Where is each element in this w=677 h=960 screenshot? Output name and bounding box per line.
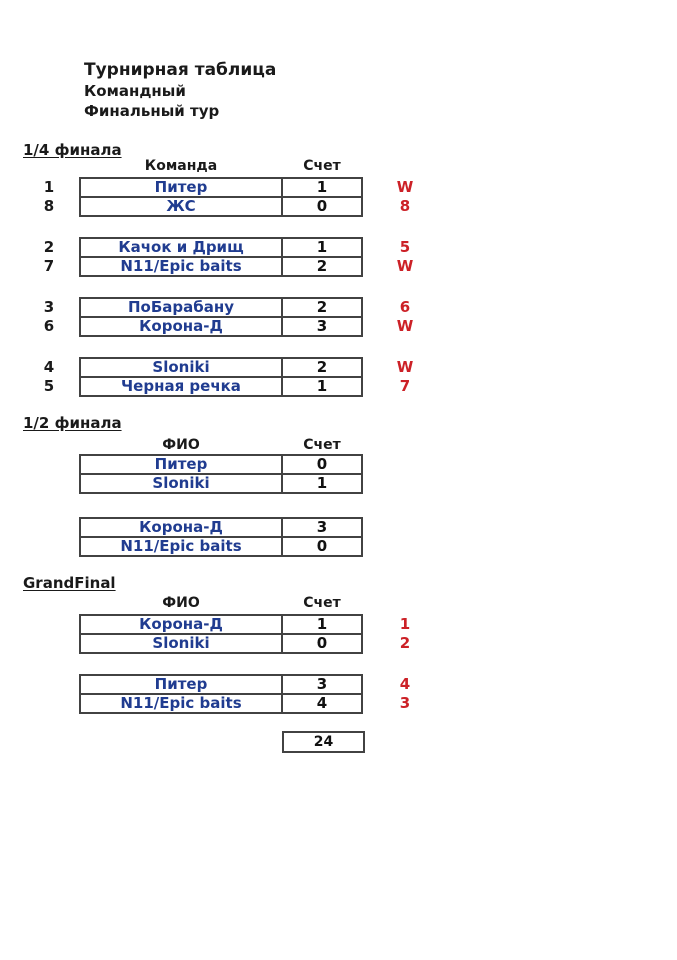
match-row — [81, 693, 361, 712]
seed-column — [38, 357, 60, 397]
team-score: 1 — [281, 179, 361, 196]
column-header-team: ФИО — [162, 437, 200, 453]
team-name: N11/Epic baits — [120, 695, 242, 712]
team-name: Sloniki — [152, 359, 210, 376]
seed-number: 4 — [43, 358, 55, 376]
team-score: 3 — [281, 676, 361, 693]
seed-number: 3 — [43, 298, 55, 316]
match-table — [79, 614, 363, 654]
team-name: Питер — [154, 676, 208, 693]
result-mark: 7 — [399, 377, 411, 395]
team-name: N11/Epic baits — [120, 258, 242, 275]
section-heading-quarterfinals: 1/4 финала — [23, 141, 122, 159]
result-column — [383, 237, 427, 277]
match-row — [81, 179, 361, 196]
team-name: Корона-Д — [139, 616, 223, 633]
result-mark: W — [396, 178, 414, 196]
total-cell: 24 — [282, 731, 365, 753]
result-mark: W — [396, 257, 414, 275]
team-name: ПоБарабану — [127, 299, 234, 316]
team-score: 1 — [281, 239, 361, 256]
result-mark: 6 — [399, 298, 411, 316]
placement-number: 4 — [399, 675, 411, 693]
match-row — [81, 616, 361, 633]
match-row — [81, 456, 361, 473]
team-name: Корона-Д — [139, 318, 223, 335]
placement-column — [383, 674, 427, 714]
match-table — [79, 517, 363, 557]
seed-number: 1 — [43, 178, 55, 196]
match-row — [81, 519, 361, 536]
tournament-type-label: Командный — [84, 82, 186, 100]
team-name: ЖС — [166, 198, 196, 215]
result-mark: 5 — [399, 238, 411, 256]
result-column — [383, 297, 427, 337]
match-row — [81, 473, 361, 492]
team-name: Питер — [154, 179, 208, 196]
team-score: 0 — [281, 635, 361, 652]
section-heading-semifinals: 1/2 финала — [23, 414, 122, 432]
tournament-round-label: Финальный тур — [84, 102, 220, 120]
placement-column — [383, 614, 427, 654]
team-score: 1 — [281, 616, 361, 633]
page-title: Турнирная таблица — [84, 60, 277, 80]
result-column — [383, 177, 427, 217]
seed-number: 2 — [43, 238, 55, 256]
result-mark: 8 — [399, 197, 411, 215]
placement-number: 3 — [399, 694, 411, 712]
match-row — [81, 676, 361, 693]
team-name: Черная речка — [121, 378, 241, 395]
match-table — [79, 674, 363, 714]
team-score: 1 — [281, 378, 361, 395]
team-score: 0 — [281, 456, 361, 473]
match-row — [81, 376, 361, 395]
match-row — [81, 633, 361, 652]
team-score: 2 — [281, 299, 361, 316]
match-row — [81, 359, 361, 376]
match-table — [79, 357, 363, 397]
team-name: Sloniki — [152, 635, 210, 652]
result-mark: W — [396, 358, 414, 376]
seed-column — [38, 297, 60, 337]
match-row — [81, 316, 361, 335]
column-header-score: Счет — [303, 158, 341, 174]
seed-number: 5 — [43, 377, 55, 395]
placement-number: 2 — [399, 634, 411, 652]
match-table — [79, 297, 363, 337]
column-header-score: Счет — [303, 595, 341, 611]
section-heading-grandfinal: GrandFinal — [23, 574, 116, 592]
seed-number: 7 — [43, 257, 55, 275]
seed-column — [38, 177, 60, 217]
match-row — [81, 299, 361, 316]
team-score: 3 — [281, 519, 361, 536]
match-table — [79, 177, 363, 217]
placement-number: 1 — [399, 615, 411, 633]
team-name: Качок и Дрищ — [118, 239, 244, 256]
team-score: 0 — [281, 198, 361, 215]
team-score: 0 — [281, 538, 361, 555]
team-score: 3 — [281, 318, 361, 335]
seed-number: 8 — [43, 197, 55, 215]
column-header-team: ФИО — [162, 595, 200, 611]
match-row — [81, 536, 361, 555]
result-mark: W — [396, 317, 414, 335]
team-score: 4 — [281, 695, 361, 712]
match-table — [79, 454, 363, 494]
match-row — [81, 256, 361, 275]
column-header-team: Команда — [144, 158, 218, 174]
match-row — [81, 239, 361, 256]
result-column — [383, 357, 427, 397]
seed-column — [38, 237, 60, 277]
team-score: 2 — [281, 359, 361, 376]
team-name: Корона-Д — [139, 519, 223, 536]
team-name: N11/Epic baits — [120, 538, 242, 555]
match-table — [79, 237, 363, 277]
team-name: Sloniki — [152, 475, 210, 492]
team-score: 2 — [281, 258, 361, 275]
team-name: Питер — [154, 456, 208, 473]
team-score: 1 — [281, 475, 361, 492]
column-header-score: Счет — [303, 437, 341, 453]
seed-number: 6 — [43, 317, 55, 335]
match-row — [81, 196, 361, 215]
